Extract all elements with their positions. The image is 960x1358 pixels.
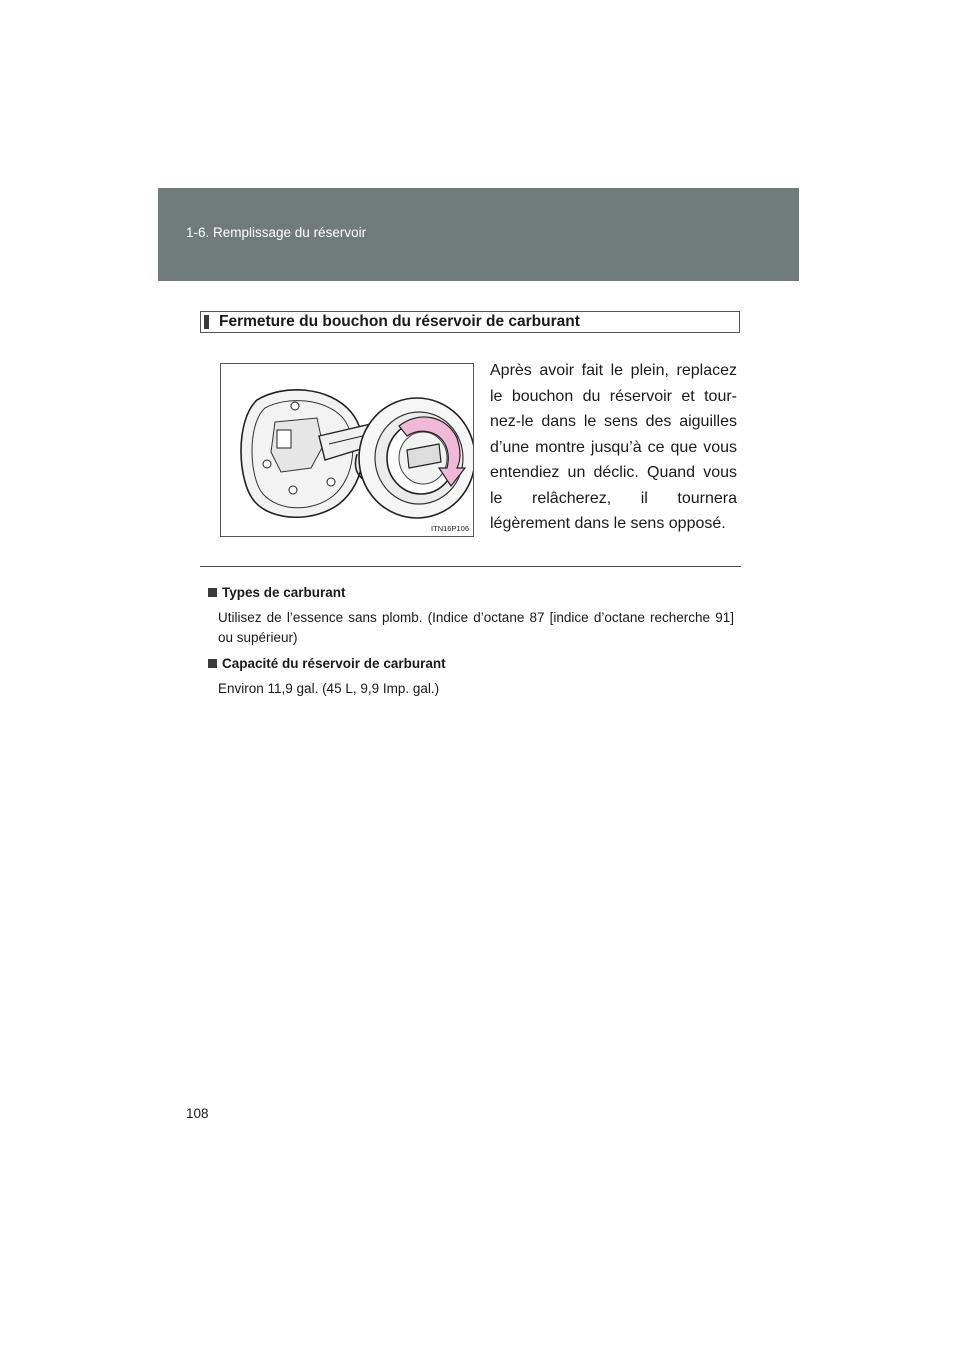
instruction-paragraph: Après avoir fait le plein, replacez le bouchon du réservoir et tour-nez-le dans le sens des aiguilles d’une montre jusqu’à ce que vous entendiez un déclic. Quand vous le relâcherez, il tournera légèrement dans le sens opposé.: [490, 362, 737, 532]
screw: [289, 486, 297, 494]
section-marker: [204, 315, 209, 329]
note-heading-fuel-type: [208, 585, 346, 600]
section-divider: [200, 566, 741, 567]
fuel-cap-illustration: [220, 363, 474, 537]
note-text-fuel-type: Utilisez de l’essence sans plomb. (Indice d’octane 87 [indice d’octane recherche 91] ou supérieur): [218, 610, 734, 645]
page-number: 108: [186, 1106, 209, 1121]
note-heading-tank-capacity: [208, 656, 446, 671]
section-breadcrumb: 1-6. Remplissage du réservoir: [186, 225, 367, 240]
note-text-tank-capacity: Environ 11,9 gal. (45 L, 9,9 Imp. gal.): [218, 681, 440, 696]
fuel-door-drawing: [221, 364, 474, 537]
note-bullet-square: [208, 588, 217, 597]
cap-holder: [277, 430, 291, 448]
screw: [291, 402, 299, 410]
screw: [327, 478, 335, 486]
screw: [263, 460, 271, 468]
section-title: Fermeture du bouchon du réservoir de carburant: [219, 313, 580, 330]
section-title-box: [200, 311, 740, 333]
note-bullet-square: [208, 659, 217, 668]
note-heading-text: Capacité du réservoir de carburant: [222, 656, 446, 671]
figure-code: ITN16P106: [431, 524, 469, 533]
note-heading-text: Types de carburant: [222, 585, 346, 600]
